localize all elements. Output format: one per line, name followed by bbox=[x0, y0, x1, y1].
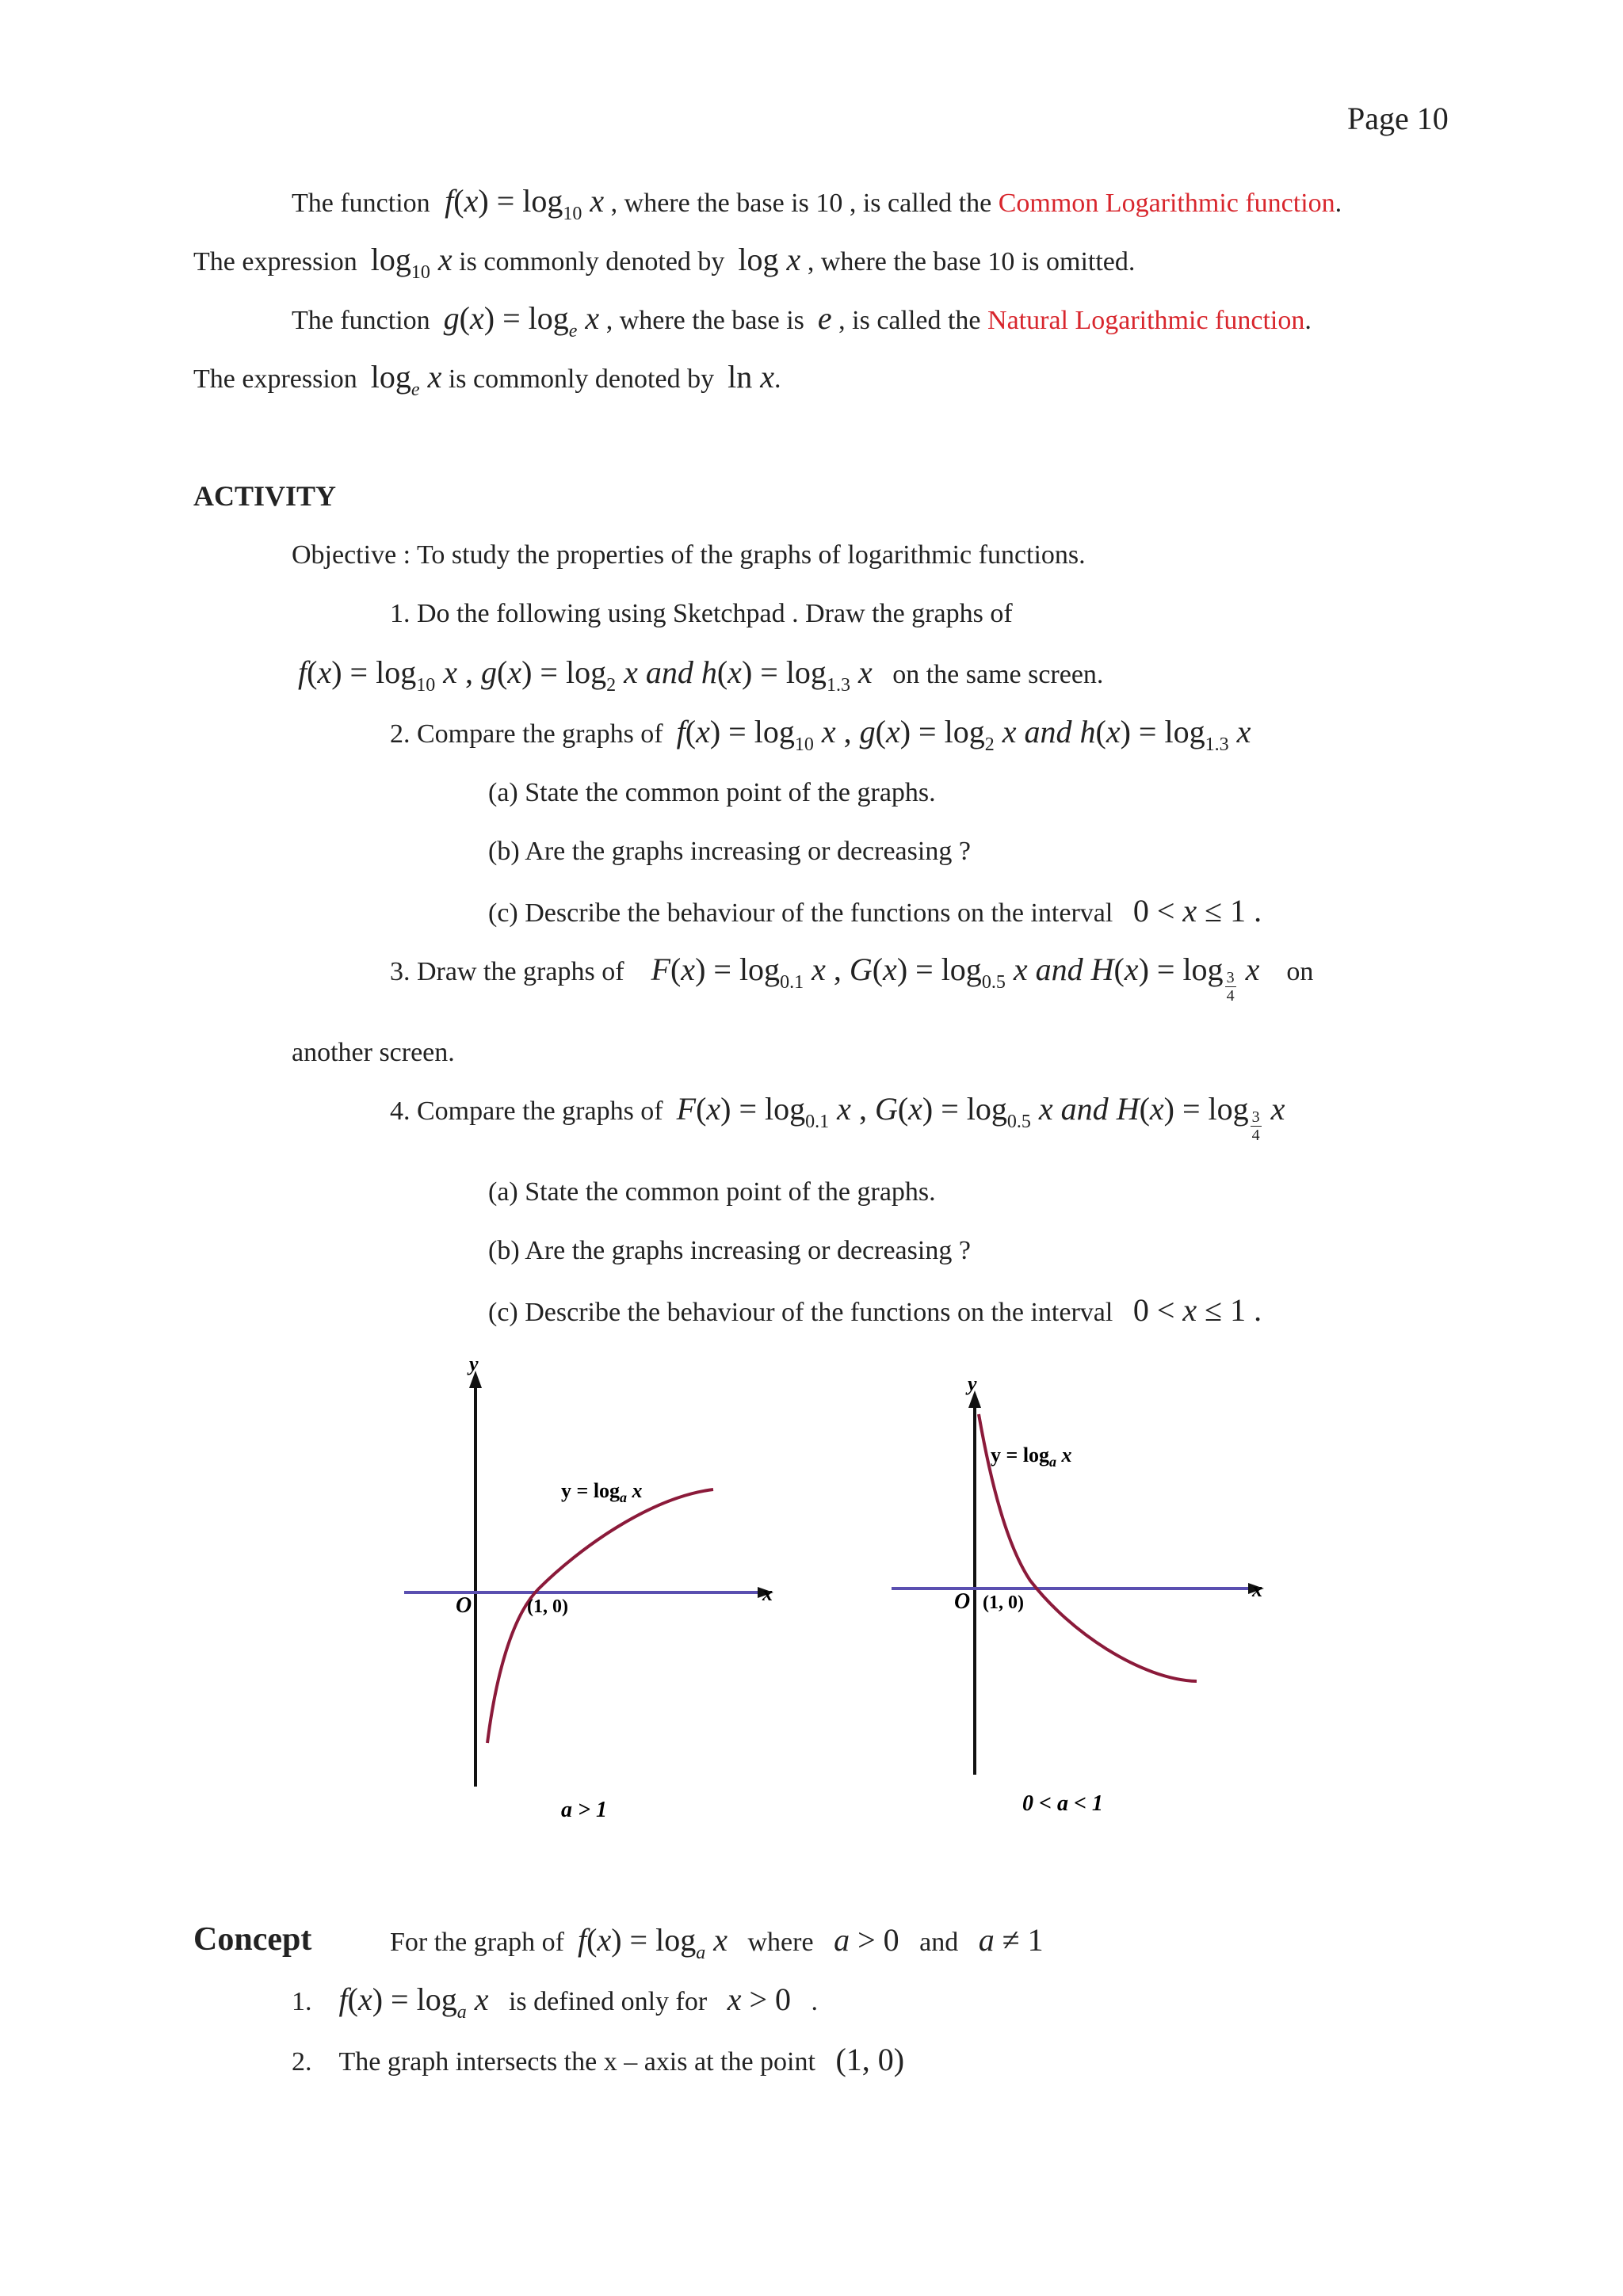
concept-heading: Concept bbox=[193, 1921, 312, 1958]
question-2c: (c) Describe the behaviour of the functions on the interval 0 < x ≤ 1 . bbox=[488, 893, 1262, 929]
origin-label: O bbox=[954, 1589, 971, 1614]
curve-label: $y = \log_a x$ bbox=[561, 1479, 643, 1505]
intro-text: , where the base is 10 , is called the bbox=[610, 189, 992, 218]
intro-text: The function bbox=[292, 189, 430, 218]
question-4a: (a) State the common point of the graphs. bbox=[488, 1177, 936, 1207]
term-natural-log: Natural Logarithmic function bbox=[987, 306, 1305, 335]
curve-label: $y = \log_a x$ bbox=[991, 1444, 1072, 1470]
intro-text: , where the base is bbox=[605, 306, 804, 335]
concept-intro: For the graph of $f(x) = \log_a x$ where a > 0 and a ≠ 1 bbox=[390, 1922, 1044, 1963]
math-expression: log bbox=[370, 242, 411, 277]
intro-line-2: The expression $\log_{10} x$ is commonly denoted by log x , where the base 10 is omitted. bbox=[193, 242, 1136, 283]
graph-log-decreasing bbox=[880, 1371, 1292, 1830]
x-axis-label: x bbox=[762, 1582, 773, 1605]
graph-caption: 0 < a < 1 bbox=[1022, 1791, 1103, 1816]
math-expression: ln bbox=[727, 359, 753, 395]
activity-item-3: 3. Draw the graphs of $F(x) = \log_{0.1} x$ , $G(x) = \log_{0.5} x$ and H(x) = log $\frac{3}{4}$ x on bbox=[390, 952, 1314, 1005]
origin-label: O bbox=[456, 1593, 472, 1618]
intro-text: The expression bbox=[193, 247, 357, 277]
question-4b: (b) Are the graphs increasing or decreasing ? bbox=[488, 1236, 971, 1265]
intersection-label: (1, 0) bbox=[983, 1592, 1024, 1613]
math-expression: g bbox=[443, 300, 460, 336]
activity-item-3-cont: another screen. bbox=[292, 1038, 455, 1067]
question-4c: (c) Describe the behaviour of the functions on the interval 0 < x ≤ 1 . bbox=[488, 1292, 1262, 1328]
intro-text: The function bbox=[292, 306, 430, 335]
math-expression: log bbox=[738, 242, 779, 277]
intro-text: is commonly denoted by bbox=[448, 364, 715, 394]
page-number: Page 10 bbox=[1347, 101, 1449, 136]
concept-point-1: 1. $f(x) = \log_a x$ is defined only for x > 0 . bbox=[292, 1981, 819, 2023]
question-2b: (b) Are the graphs increasing or decreasing ? bbox=[488, 837, 971, 866]
activity-item-2: 2. Compare the graphs of $f(x) = \log_{10} x$ , $g(x) = \log_2 x$ and $h(x) = \log_{1.3} x$ bbox=[390, 714, 1251, 755]
math-expression: f bbox=[437, 183, 454, 219]
graph-caption: a > 1 bbox=[561, 1798, 607, 1822]
activity-item-4: 4. Compare the graphs of $F(x) = \log_{0.1} x$ , $G(x) = \log_{0.5} x$ and H(x) = log $\frac{3}{4}$ x bbox=[390, 1091, 1285, 1144]
activity-item-1: 1. Do the following using Sketchpad . Draw the graphs of bbox=[390, 599, 1013, 628]
intersection-label: (1, 0) bbox=[527, 1596, 568, 1617]
activity-heading: ACTIVITY bbox=[193, 480, 337, 512]
intro-line-4: The expression $\log_e x$ is commonly denoted by ln x. bbox=[193, 359, 781, 400]
y-axis-label: y bbox=[968, 1372, 977, 1395]
intro-text: , is called the bbox=[838, 306, 981, 335]
log-curve bbox=[487, 1489, 713, 1743]
math-expression: log bbox=[370, 359, 411, 395]
activity-objective: Objective : To study the properties of the graphs of logarithmic functions. bbox=[292, 540, 1086, 570]
intro-line-1: The function $f(x) = \log_{10} x$ , where the base is 10 , is called the Common Logarithmic function. bbox=[292, 183, 1342, 224]
graph-log-increasing bbox=[396, 1355, 792, 1830]
intro-line-3: The function $g(x) = \log_e x$ , where the base is e , is called the Natural Logarithmic function. bbox=[292, 300, 1312, 341]
x-axis-label: x bbox=[1252, 1578, 1262, 1601]
intro-text: is commonly denoted by bbox=[459, 247, 725, 277]
y-axis-label: y bbox=[469, 1355, 479, 1375]
term-common-log: Common Logarithmic function bbox=[998, 189, 1335, 218]
question-2a: (a) State the common point of the graphs. bbox=[488, 778, 936, 807]
activity-item-1-functions: $f(x) = \log_{10} x$ , $g(x) = \log_2 x$ and $h(x) = \log_{1.3} x$ on the same screen. bbox=[298, 654, 1104, 696]
concept-point-2: 2. The graph intersects the x – axis at the point (1, 0) bbox=[292, 2042, 905, 2077]
intro-text: , where the base 10 is omitted. bbox=[807, 247, 1136, 277]
intro-text: The expression bbox=[193, 364, 357, 394]
